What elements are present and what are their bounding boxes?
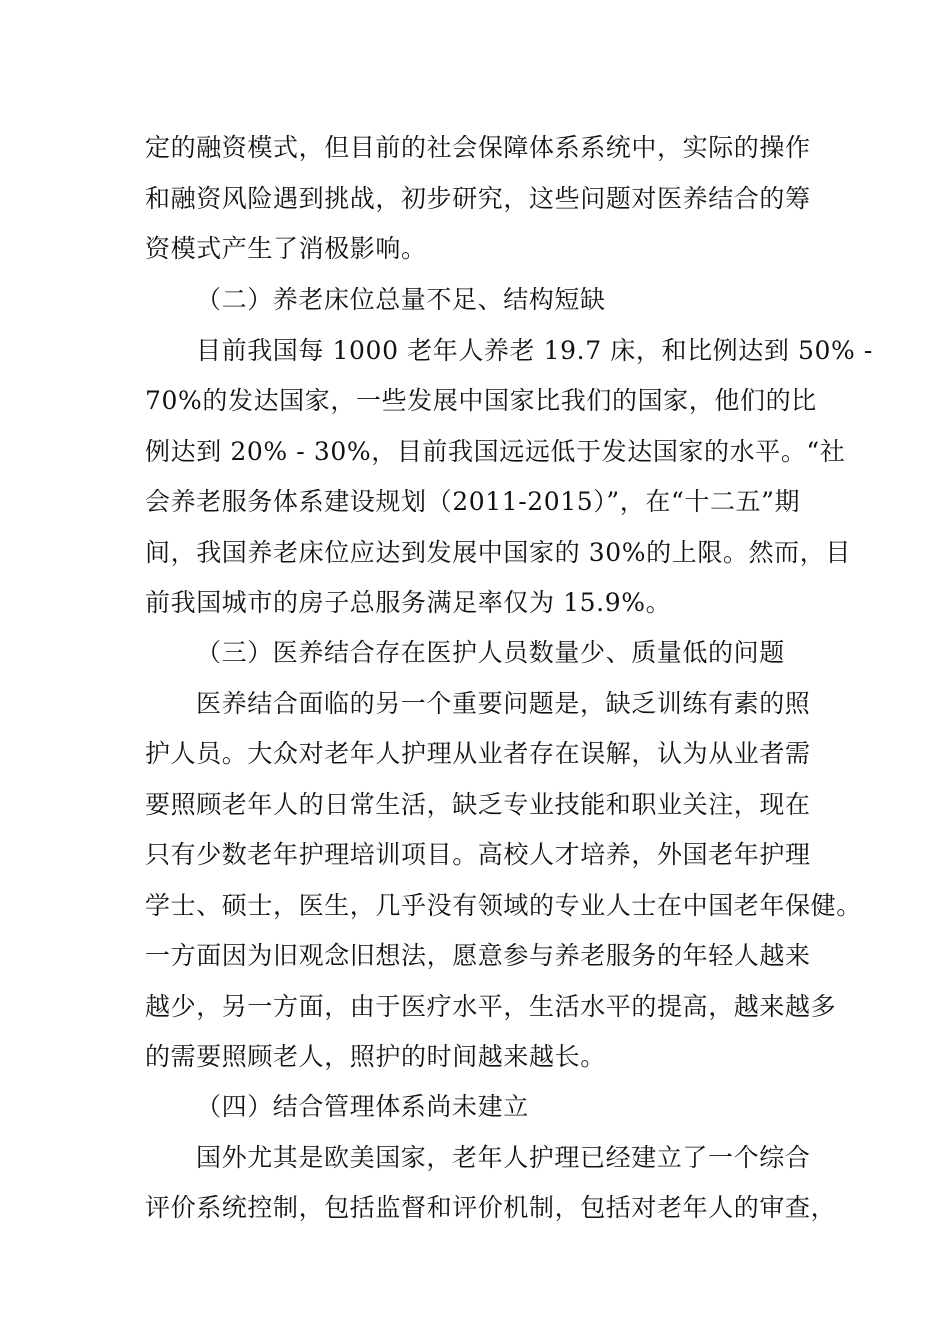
- paragraph-line: 会养老服务体系建设规划（2011-2015）”，在“十二五”期: [145, 487, 801, 516]
- section-heading: （二）养老床位总量不足、结构短缺: [196, 285, 606, 314]
- paragraph-line: 学士、硕士，医生，几乎没有领域的专业人士在中国老年保健。: [145, 891, 862, 920]
- paragraph-line: 一方面因为旧观念旧想法，愿意参与养老服务的年轻人越来: [145, 941, 811, 970]
- paragraph-line: 只有少数老年护理培训项目。高校人才培养，外国老年护理: [145, 840, 811, 869]
- paragraph-line: 和融资风险遇到挑战，初步研究，这些问题对医养结合的筹: [145, 184, 811, 213]
- paragraph-line: 目前我国每 1000 老年人养老 19.7 床，和比例达到 50% -: [196, 336, 873, 365]
- paragraph-line: 例达到 20% - 30%，目前我国远远低于发达国家的水平。“社: [145, 437, 846, 466]
- paragraph-line: 间，我国养老床位应达到发展中国家的 30%的上限。然而，目: [145, 538, 851, 567]
- paragraph-line: 的需要照顾老人，照护的时间越来越长。: [145, 1042, 606, 1071]
- paragraph-line: 国外尤其是欧美国家，老年人护理已经建立了一个综合: [196, 1143, 811, 1172]
- paragraph-line: 护人员。大众对老年人护理从业者存在误解，认为从业者需: [145, 739, 811, 768]
- paragraph-line: 越少，另一方面，由于医疗水平，生活水平的提高，越来越多: [145, 992, 837, 1021]
- paragraph-line: 70%的发达国家，一些发展中国家比我们的国家，他们的比: [145, 386, 817, 415]
- paragraph-line: 评价系统控制，包括监督和评价机制，包括对老年人的审查，: [145, 1193, 837, 1222]
- paragraph-line: 要照顾老年人的日常生活，缺乏专业技能和职业关注，现在: [145, 790, 811, 819]
- paragraph-line: 定的融资模式，但目前的社会保障体系系统中，实际的操作: [145, 133, 811, 162]
- paragraph-line: 医养结合面临的另一个重要问题是，缺乏训练有素的照: [196, 689, 811, 718]
- section-heading: （四）结合管理体系尚未建立: [196, 1092, 529, 1121]
- paragraph-line: 资模式产生了消极影响。: [145, 234, 427, 263]
- paragraph-line: 前我国城市的房子总服务满足率仅为 15.9%。: [145, 588, 672, 617]
- section-heading: （三）医养结合存在医护人员数量少、质量低的问题: [196, 638, 785, 667]
